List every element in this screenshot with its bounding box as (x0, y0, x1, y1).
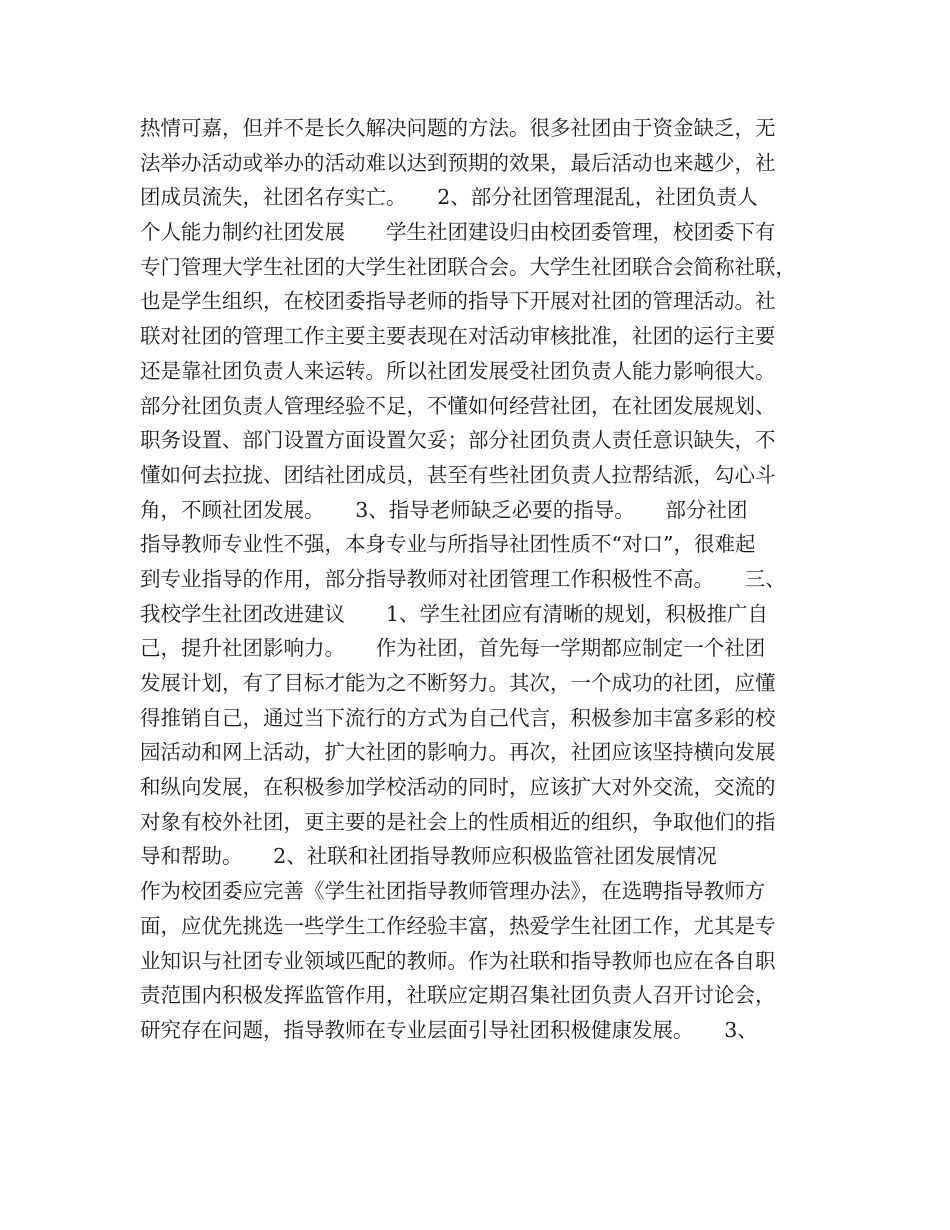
text-line: 还是靠社团负责人来运转。所以社团发展受社团负责人能力影响很大。 (140, 358, 776, 383)
text-line: 己，提升社团影响力。 作为社团，首先每一学期都应制定一个社团 (140, 636, 766, 661)
text-line: 联对社团的管理工作主要主要表现在对活动审核批准，社团的运行主要 (140, 324, 776, 349)
text-line: 也是学生组织，在校团委指导老师的指导下开展对社团的管理活动。社 (140, 289, 776, 314)
text-line: 导和帮助。 2、社联和社团指导教师应积极监管社团发展情况 (140, 844, 758, 869)
body-text (140, 111, 830, 1048)
text-line: 团成员流失，社团名存实亡。 2、部分社团管理混乱，社团负责人 (140, 185, 758, 210)
text-line: 对象有校外社团，更主要的是社会上的性质相近的组织，争取他们的指 (140, 809, 776, 834)
text-line: 园活动和网上活动，扩大社团的影响力。再次，社团应该坚持横向发展 (140, 740, 776, 765)
text-line: 懂如何去拉拢、团结社团成员，甚至有些社团负责人拉帮结派，勾心斗 (140, 462, 776, 487)
text-line: 业知识与社团专业领域匹配的教师。作为社联和指导教师也应在各自职 (140, 948, 776, 973)
text-line: 个人能力制约社团发展 学生社团建设归由校团委管理，校团委下有 (140, 220, 776, 245)
text-line: 角，不顾社团发展。 3、指导老师缺乏必要的指导。 部分社团 (140, 497, 748, 522)
text-line: 作为校团委应完善《学生社团指导教师管理办法》，在选聘指导教师方 (140, 879, 766, 904)
text-line: 部分社团负责人管理经验不足，不懂如何经营社团，在社团发展规划、 (140, 393, 776, 418)
text-line: 热情可嘉，但并不是长久解决问题的方法。很多社团由于资金缺乏，无 (140, 116, 776, 140)
text-line: 我校学生社团改进建议 1、学生社团应有清晰的规划，积极推广自 (140, 601, 769, 626)
text-line: 发展计划，有了目标才能为之不断努力。其次，一个成功的社团，应懂 (140, 671, 776, 695)
text-line: 面，应优先挑选一些学生工作经验丰富，热爱学生社团工作，尤其是专 (140, 913, 776, 938)
text-line: 得推销自己，通过当下流行的方式为自己代言，积极参加丰富多彩的校 (140, 705, 776, 730)
text-line: 法举办活动或举办的活动难以达到预期的效果，最后活动也来越少，社 (140, 150, 776, 175)
text-line: 专门管理大学生社团的大学生社团联合会。大学生社团联合会简称社联， (140, 254, 796, 279)
text-line: 责范围内积极发挥监管作用，社联应定期召集社团负责人召开讨论会， (140, 983, 776, 1008)
text-line: 职务设置、部门设置方面设置欠妥；部分社团负责人责任意识缺失，不 (140, 428, 776, 453)
text-line: 和纵向发展，在积极参加学校活动的同时，应该扩大对外交流，交流的 (140, 775, 776, 800)
text-line: 到专业指导的作用，部分指导教师对社团管理工作积极性不高。 三、 (140, 566, 786, 591)
text-line: 研究存在问题，指导教师在专业层面引导社团积极健康发展。 3、 (140, 1017, 758, 1042)
text-line: 指导教师专业性不强，本身专业与所指导社团性质不“对口”，很难起 (140, 532, 756, 557)
